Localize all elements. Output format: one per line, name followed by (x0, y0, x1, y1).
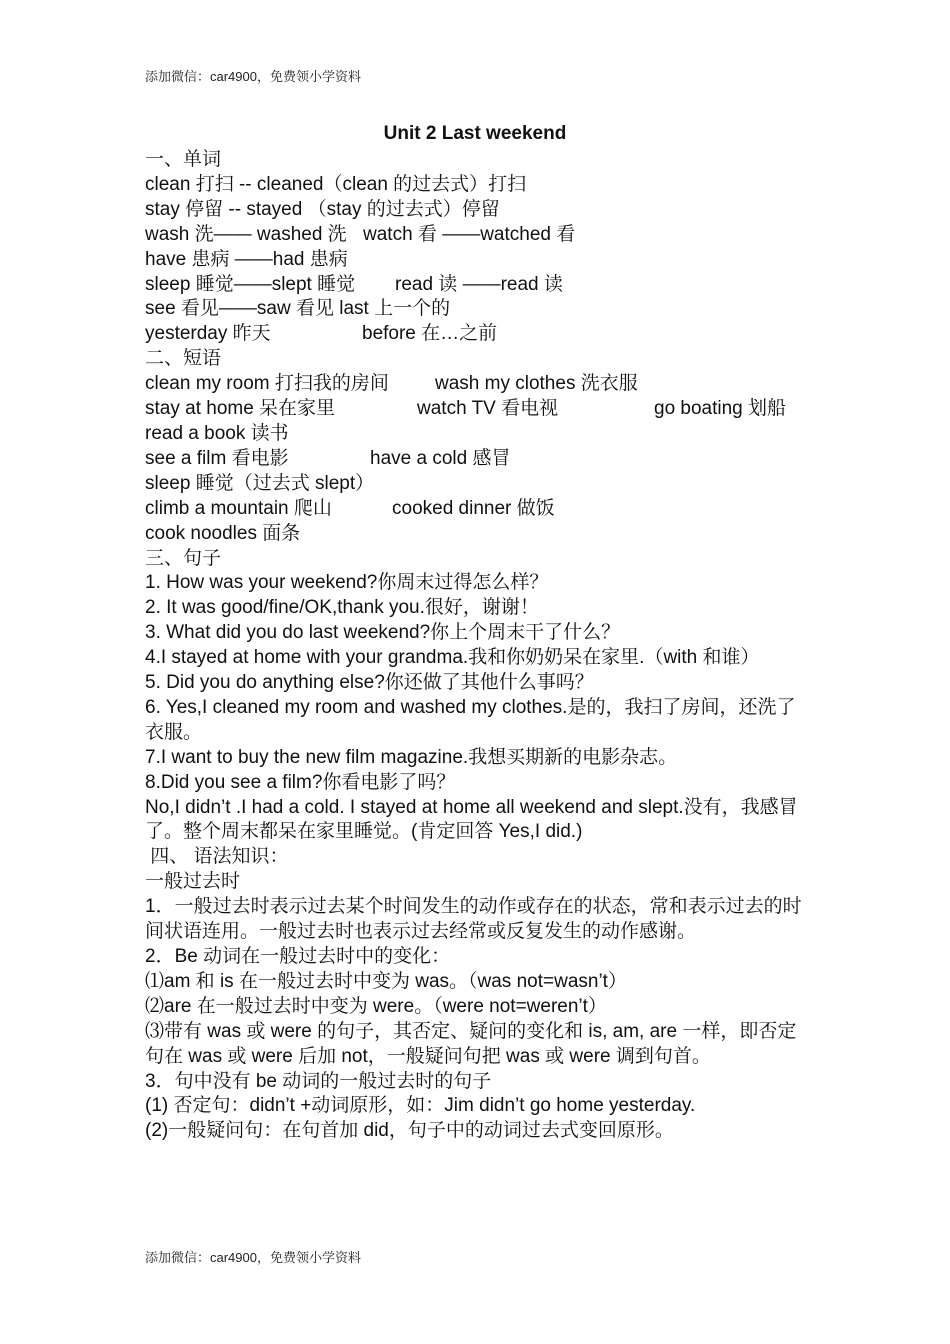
sentence-line: 7.I want to buy the new film magazine.我想买期新的电影杂志。 (145, 746, 678, 768)
vocab-line: stay 停留 -- stayed （stay 的过去式）停留 (145, 198, 500, 220)
sentence-line: 6. Yes,I cleaned my room and washed my clothes.是的，我扫了房间，还洗了衣服。 (145, 696, 796, 743)
vocab-item: before 在…之前 (362, 323, 498, 345)
vocab-line: have 患病 ——had 患病 (145, 248, 348, 270)
phrase-item: watch TV 看电视 (417, 398, 559, 420)
sentence-line: 3. What did you do last weekend?你上个周末干了什么？ (145, 622, 621, 644)
vocab-item: wash 洗—— washed 洗 (145, 223, 347, 245)
sentence-line: No,I didn’t .I had a cold. I stayed at home all weekend and slept.没有，我感冒了。整个周末都呆在家里睡觉。(肯定回答 Yes,I did.) (145, 796, 798, 843)
phrase-row (145, 447, 810, 472)
grammar-paragraph: ⑶带有 was 或 were 的句子，其否定、疑问的变化和 is, am, are 一样，即否定句在 was 或 were 后加 not，一般疑问句把 was 或 were 调到句首。 (145, 1020, 797, 1067)
phrase-item: have a cold 感冒 (370, 447, 511, 469)
grammar-paragraph: ⑴am 和 is 在一般过去时中变为 was。（was not=wasn’t） (145, 970, 627, 992)
phrase-line: sleep 睡觉（过去式 slept） (145, 472, 375, 494)
phrase-row (145, 372, 810, 397)
phrase-row (145, 397, 810, 422)
phrase-item: stay at home 呆在家里 (145, 398, 336, 420)
phrase-item: cooked dinner 做饭 (392, 497, 555, 519)
section-heading-sentences: 三、句子 (145, 547, 222, 569)
grammar-paragraph: 1．一般过去时表示过去某个时间发生的动作或存在的状态，常和表示过去的时间状语连用。一般过去时也表示过去经常或反复发生的动作感谢。 (145, 896, 802, 943)
sentence-line: 5. Did you do anything else?你还做了其他什么事吗？ (145, 672, 594, 694)
vocab-row (145, 322, 810, 347)
page-footer: 添加微信：car4900，免费领小学资料 (145, 1250, 361, 1265)
sentence-line: 2. It was good/fine/OK,thank you.很好，谢谢！ (145, 597, 539, 619)
grammar-paragraph: ⑵are 在一般过去时中变为 were。（were not=weren’t） (145, 995, 607, 1017)
vocab-row (145, 273, 810, 298)
grammar-paragraph: 2．Be 动词在一般过去时中的变化： (145, 946, 451, 967)
sentence-line: 1. How was your weekend?你周末过得怎么样？ (145, 572, 549, 594)
phrase-line: cook noodles 面条 (145, 522, 301, 544)
vocab-item: yesterday 昨天 (145, 323, 271, 345)
phrase-item: clean my room 打扫我的房间 (145, 373, 389, 395)
section-heading-grammar: 四、 语法知识： (145, 846, 289, 868)
grammar-paragraph: (2)一般疑问句：在句首加 did，句子中的动词过去式变回原形。 (145, 1120, 674, 1142)
grammar-paragraph: (1) 否定句：didn’t +动词原形，如：Jim didn’t go home yesterday. (145, 1095, 696, 1117)
section-heading-vocabulary: 一、单词 (145, 149, 222, 170)
vocab-item: read 读 ——read 读 (395, 273, 563, 295)
phrase-line: read a book 读书 (145, 422, 289, 444)
document-body (145, 148, 810, 1144)
document-title: Unit 2 Last weekend (383, 123, 567, 144)
sentence-line: 4.I stayed at home with your grandma.我和你奶奶呆在家里.（with 和谁） (145, 647, 760, 669)
phrase-row (145, 497, 810, 522)
phrase-item: go boating 划船 (654, 398, 787, 420)
grammar-subheading: 一般过去时 (145, 871, 241, 893)
vocab-row (145, 223, 810, 248)
sentence-line: 8.Did you see a film?你看电影了吗？ (145, 771, 456, 793)
page-header: 添加微信：car4900，免费领小学资料 (145, 69, 361, 84)
phrase-item: see a film 看电影 (145, 447, 289, 469)
vocab-line: clean 打扫 -- cleaned（clean 的过去式）打扫 (145, 173, 527, 195)
grammar-paragraph: 3．句中没有 be 动词的一般过去时的句子 (145, 1070, 492, 1092)
vocab-item: sleep 睡觉——slept 睡觉 (145, 273, 356, 295)
section-heading-phrases: 二、短语 (145, 348, 222, 370)
vocab-line: see 看见——saw 看见 last 上一个的 (145, 298, 451, 320)
phrase-item: wash my clothes 洗衣服 (435, 373, 638, 395)
vocab-item: watch 看 ——watched 看 (363, 223, 576, 245)
phrase-item: climb a mountain 爬山 (145, 497, 332, 519)
